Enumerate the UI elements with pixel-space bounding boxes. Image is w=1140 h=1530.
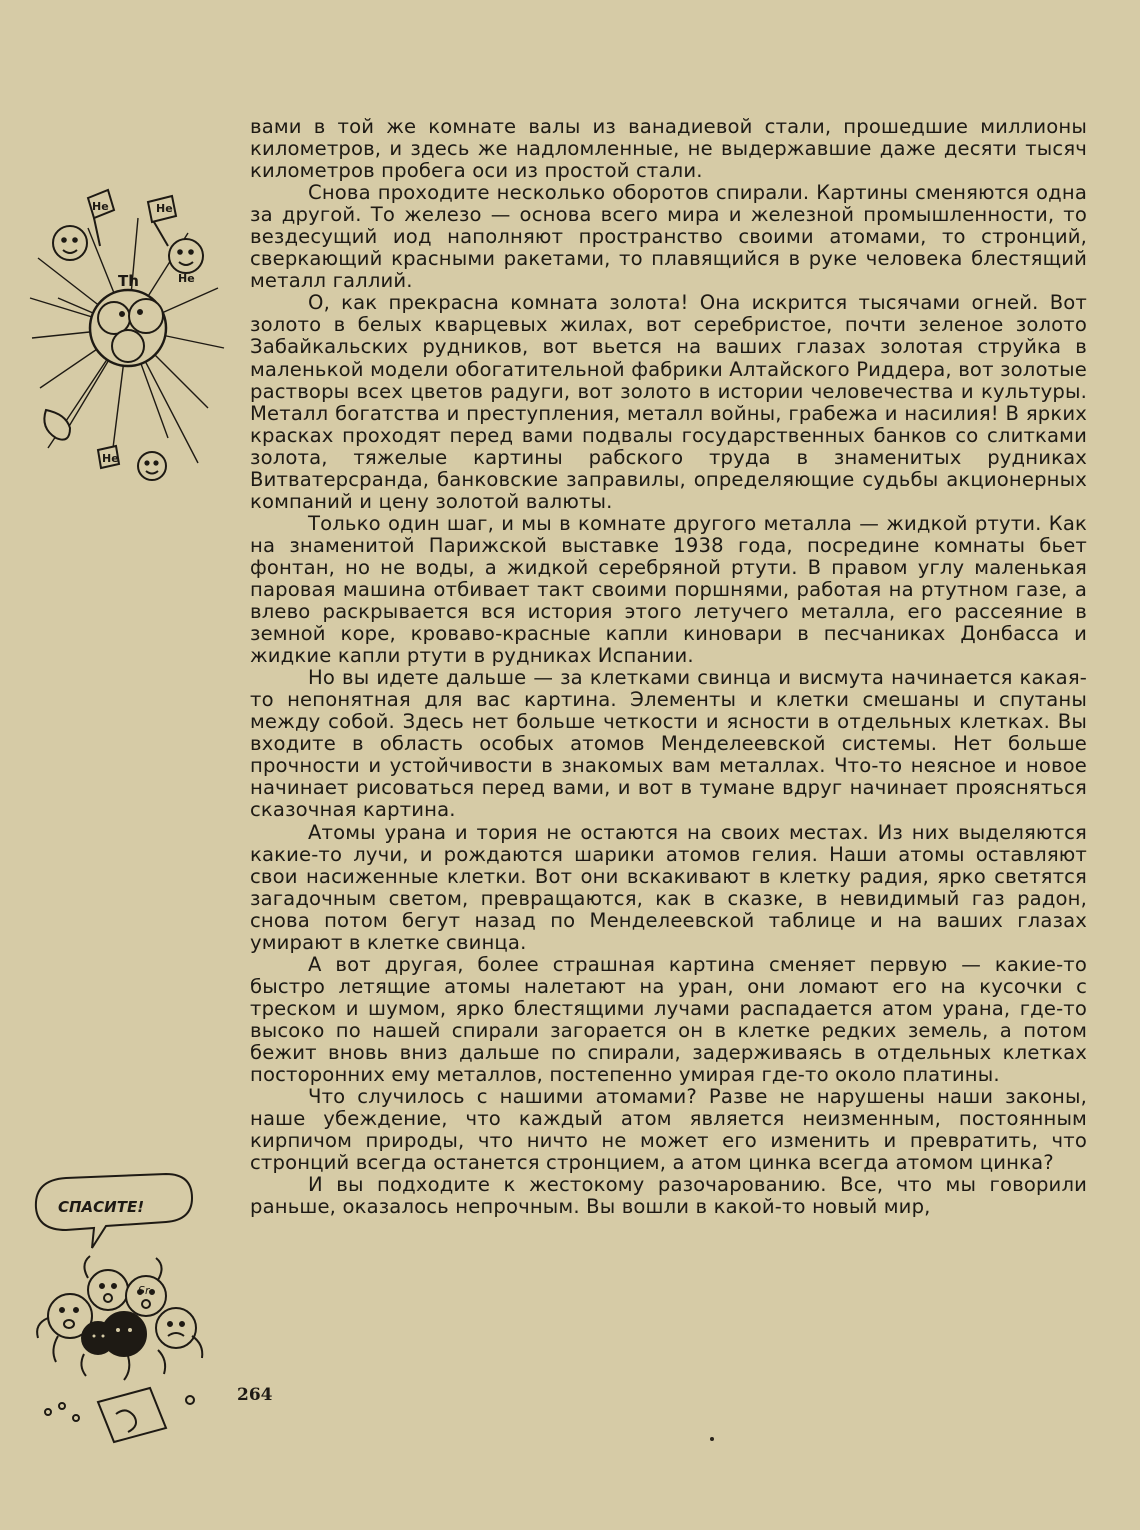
paragraph: Что случилось с нашими атомами? Разве не нарушены наши законы, наше убеждение, что каждый атом является неизменным, постоянным кирпичом природы, что ничто не может его изменить и превратить, что стронций всегда останется стронцием, а атом цинка всегда атомом цинка? — [250, 1085, 1087, 1175]
paragraph: Снова проходите несколько оборотов спирали. Картины сменяются одна за другой. То железо — основа всего мира и железной промышленности, то вездесущий иод наполняют пространство своими атомами, то стронций, сверкающий красными ракетами, то плавящийся в руке человека блестящий металл галлий. — [250, 181, 1087, 293]
exploding-atoms-illustration — [28, 188, 228, 496]
sr-label: Sr — [138, 1284, 150, 1297]
frightened-atoms-illustration — [28, 1168, 213, 1448]
he-label: He — [178, 272, 195, 285]
paragraph: Но вы идете дальше — за клетками свинца и висмута начинается какая-то непонятная для вас картина. Элементы и клетки смешаны и спутаны между собой. Здесь нет больше четкости и ясности в отдельных клетках. Вы входите в область особых атомов Менделеевской системы. Нет больше прочности и устойчивости в знакомых вам металлах. Что-то неясное и новое начинает рисоваться перед вами, и вот в тумане вдруг начинает проясняться сказочная картина. — [250, 666, 1087, 822]
th-label: Th — [118, 272, 139, 290]
paragraph: Атомы урана и тория не остаются на своих местах. Из них выделяются какие-то лучи, и рождаются шарики атомов гелия. Наши атомы оставляют свои насиженные клетки. Вот они вскакивают в клетку радия, ярко светятся загадочным светом, превращаются, как в сказке, в невидимый газ радон, снова потом бегут назад по Менделеевской таблице и на ваших глазах умирают в клетке свинца. — [250, 820, 1087, 954]
paragraph: Только один шаг, и мы в комнате другого металла — жидкой ртути. Как на знаменитой Парижской выставке 1938 года, посредине комнаты бьет фонтан, но не воды, а жидкой серебряной ртути. В правом углу маленькая паровая машина отбивает такт своими поршнями, работая на ртутном газе, а влево раскрывается вся история этого летучего металла, его рассеяние в земной коре, кроваво-красные капли киновари в песчаниках Донбасса и жидкие капли ртути в рудниках Испании. — [250, 511, 1087, 668]
frightened-atoms-drawing-icon — [28, 1168, 213, 1448]
page-number: 264 — [237, 1385, 273, 1405]
paragraph: вами в той же комнате валы из ванадиевой стали, прошедшие миллионы километров, и здесь же надломленные, не выдержавшие даже десяти тысяч километров пробега оси из простой стали. — [250, 115, 1087, 183]
he-label: He — [92, 200, 109, 213]
exploding-atoms-drawing-icon — [28, 188, 228, 496]
print-speck — [710, 1437, 714, 1441]
paragraph: А вот другая, более страшная картина сменяет первую — какие-то быстро летящие атомы налетают на уран, они ломают его на кусочки с треском и шумом, ярко блестящими лучами распадается атом урана, где-то высоко по нашей спирали загорается он в клетке редких земель, а потом бежит вновь вниз дальше по спирали, задерживаясь в отдельных клетках посторонних ему металлов, постепенно умирая где-то около платины. — [250, 952, 1087, 1087]
paragraph: О, как прекрасна комната золота! Она искрится тысячами огней. Вот золото в белых кварцевых жилах, вот серебристое, почти зеленое золото Забайкальских рудников, вот вьется на ваших глазах золотая струйка в маленькой модели обогатительной фабрики Алтайского Риддера, вот золотые растворы всех цветов радуги, вот золото в истории человечества и культуры. Металл богатства и преступления, металл войны, грабежа и насилия! В ярких красках проходят перед вами подвалы государственных банков со слитками золота, тяжелые картины рабского труда в знаменитых рудниках Витватерсранда, банковские заправилы, определяющие судьбы акционерных компаний и цену золотой валюты. — [250, 291, 1087, 513]
speech-bubble-text: СПАСИТЕ! — [58, 1198, 145, 1216]
he-label: He — [102, 452, 119, 465]
he-label: He — [156, 202, 173, 215]
paragraph: И вы подходите к жестокому разочарованию. Все, что мы говорили раньше, оказалось непрочным. Вы вошли в какой-то новый мир, — [250, 1173, 1087, 1219]
body-text — [250, 116, 1087, 1218]
